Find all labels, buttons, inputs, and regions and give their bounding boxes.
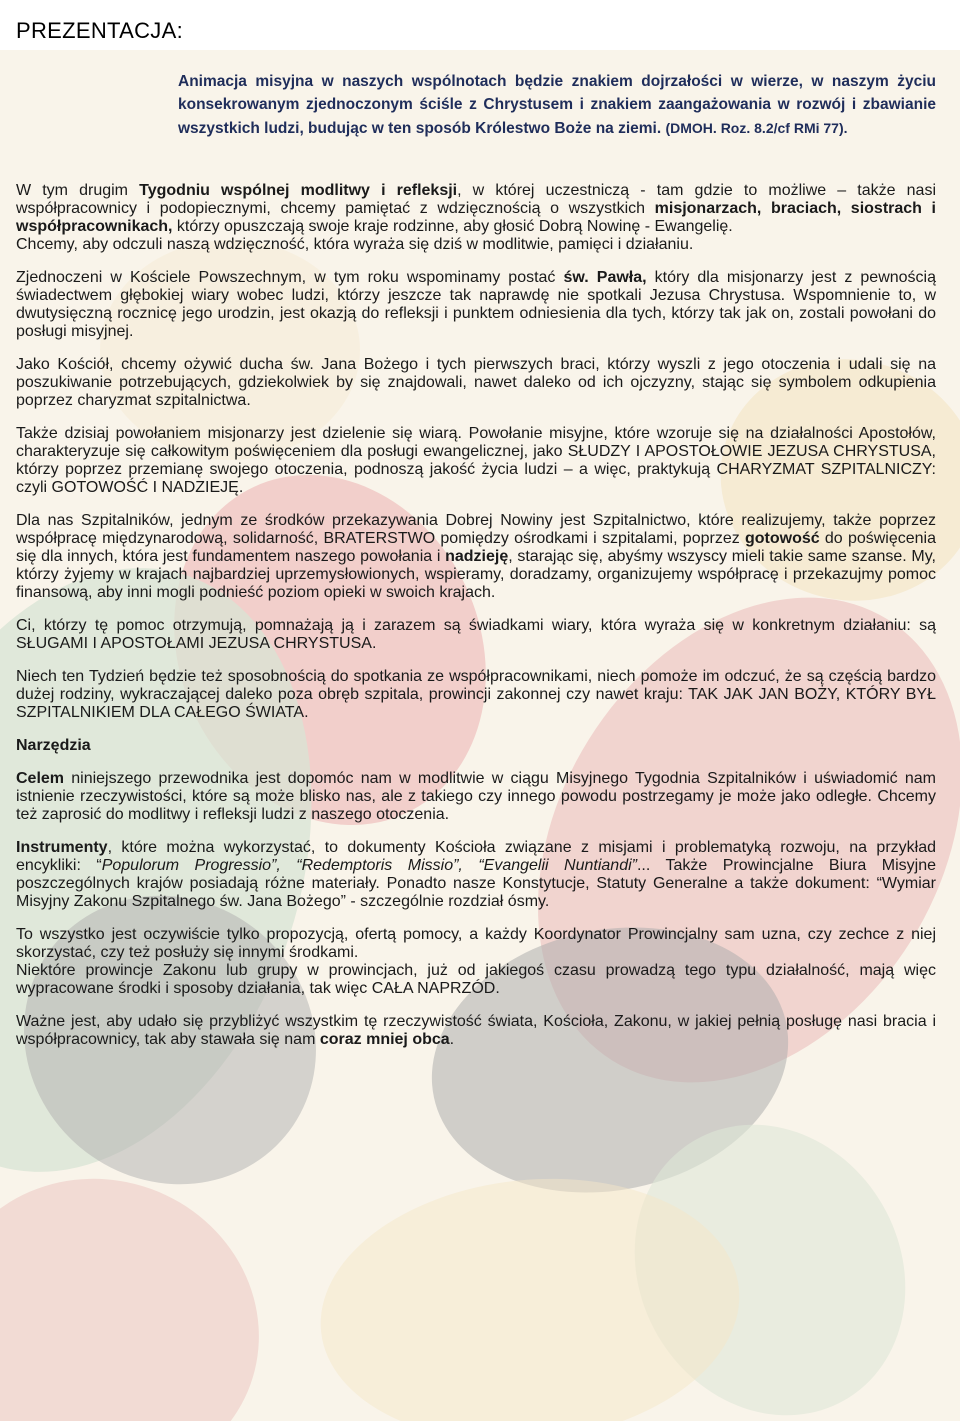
italic-run: Populorum Progressio”, “Redemptoris Missio”, “Evangelii Nuntiandi” — [101, 857, 637, 874]
bold-run: misjonarzach, braciach, siostrach i współpracownikach, — [16, 200, 936, 235]
text-run: , w której uczestniczą - tam gdzie to możliwe – także nasi współpracownicy i podopiecznymi, chcemy pamiętać z wdzięcznością o wszystkich — [16, 182, 936, 217]
paragraph-aim — [16, 770, 936, 824]
text-run: . — [449, 1031, 455, 1048]
text-run: , które można wykorzystać, to dokumenty Kościoła związane z misjami i problematyką rozwoju, na przykład encykliki: “ — [16, 839, 936, 874]
text-run: Zjednoczeni w Kościele Powszechnym, w tym roku wspominamy postać — [16, 269, 564, 286]
text-run: którzy opuszczają swoje kraje rodzinne, aby głosić Dobrą Nowinę - Ewangelię. — [172, 218, 733, 235]
paragraph-st-paul — [16, 269, 936, 341]
section-heading-tools: Narzędzia — [16, 737, 91, 754]
text-run: ... Także Prowincjalne Biura Misyjne poszczególnych krajów posiadają różne materiały. Ponadto nasze Konstytucje, Statuty Generalne a także dokument: “Wymiar Misyjny Zakonu Szpitalnego św. Jana Bożego” - szczególnie rozdział ósmy. — [16, 857, 936, 910]
text-run: do poświęcenia się dla innych, która jest fundamentem naszego powołania i — [16, 530, 937, 565]
paragraph-week — [16, 182, 936, 236]
paragraph-gratitude: Chcemy, aby odczuli naszą wdzięczność, która wyraża się dziś w modlitwie, pamięci i działaniu. — [16, 236, 694, 253]
paragraph-provinces: Niektóre prowincje Zakonu lub grupy w prowincjach, już od jakiegoś czasu prowadzą tego typu działalność, mają więc wypracowane środki i sposoby działania, tak więc CAŁA NAPRZÓD. — [16, 962, 936, 997]
text-run: który dla misjonarzy jest z pewnością świadectwem głębokiej wiary wobec ludzi, którzy jeszcze tak naprawdę nie spotkali Jezusa Chrystusa. Wspomnienie to, w dwutysięczną rocznicę jego urodzin, jest okazją do refleksji i punktem odniesienia dla tych, którzy tak jak on, zostali powołani do posługi misyjnej. — [16, 269, 937, 340]
text-run: Dla nas Szpitalników, jednym ze środków przekazywania Dobrej Nowiny jest Szpitalnictwo, które realizujemy, także poprzez współpracę międzynarodową, solidarność, BRATERSTWO pomiędzy ośrodkami i szpitalami, poprzez — [16, 512, 936, 547]
paragraph-proposal: To wszystko jest oczywiście tylko propozycją, ofertą pomocy, a każdy Koordynator Prowincjalny sam uzna, czy zechce z niej skorzystać, czy też posłuży się innymi środkami. — [16, 926, 936, 961]
text-run: , starając się, abyśmy wszyscy mieli takie same szanse. My, którzy żyjemy w krajach najbardziej uprzemysłowionych, wspieramy, doradzamy, organizujemy współpracę i przekazujmy pomoc finansową, aby inni mogli podnieść poziom opieki w swoich krajach. — [16, 548, 936, 601]
text-run: W tym drugim — [16, 182, 140, 199]
intro-reference: (DMOH. Roz. 8.2/cf RMi 77). — [665, 119, 848, 136]
bold-run: Celem — [16, 770, 65, 787]
page-title: PREZENTACJA: — [16, 18, 183, 43]
intro-paragraph — [178, 70, 936, 140]
paragraph-church: Jako Kościół, chcemy ożywić ducha św. Jana Bożego i tych pierwszych braci, którzy wyszli z jego otoczenia i udali się na poszukiwanie potrzebujących, gdziekolwiek by się znajdowali, nawet daleko od ich ojczyzny, stając się symbolem odkupienia poprzez charyzmat szpitalnictwa. — [16, 356, 936, 409]
bold-run: gotowość — [744, 530, 820, 547]
paragraph-family: Niech ten Tydzień będzie też sposobnością do spotkania ze współpracownikami, niech pomoże im odczuć, że są częścią bardzo dużej rodziny, wykraczającej daleko poza obręb szpitala, prowincji zakonnej czy nawet kraju: TAK JAK JAN BOŻY, KTÓRY BYŁ SZPITALNIKIEM DLA CAŁEGO ŚWIATA. — [16, 668, 936, 721]
intro-text: Animacja misyjna w naszych wspólnotach będzie znakiem dojrzałości w wierze, w naszym życiu konsekrowanym zjednoczonym ściśle z Chrystusem i znakiem zaangażowania w rozwój i zbawianie wszystkich ludzi, budując w ten sposób Królestwo Boże na ziemi. — [178, 73, 936, 137]
bold-run: Instrumenty — [16, 839, 108, 856]
bold-run: nadzieję — [445, 548, 509, 565]
paragraph-important — [16, 1013, 936, 1049]
text-run: Ważne jest, aby udało się przybliżyć wszystkim tę rzeczywistość świata, Kościoła, Zakonu, w jakiej pełnią posługę nasi bracia i współpracownicy, tak aby stawała się nam — [16, 1013, 936, 1048]
paragraph-instruments — [16, 839, 936, 911]
paragraph-vocation: Także dzisiaj powołaniem misjonarzy jest dzielenie się wiarą. Powołanie misyjne, które wzoruje się na działalności Apostołów, charakteryzuje się całkowitym poświęceniem dla posługi ewangelicznej, jako SŁUDZY I APOSTOŁOWIE JEZUSA CHRYSTUSA, którzy poprzez przemianę swojego otoczenia, podnoszą jakość życia ludzi – a więc, praktykują CHARYZMAT SZPITALNICZY: czyli GOTOWOŚĆ I NADZIEJĘ. — [16, 425, 936, 496]
bold-run: coraz mniej obca — [319, 1031, 450, 1048]
document-body — [16, 182, 936, 1064]
paragraph-recipients: Ci, którzy tę pomoc otrzymują, pomnażają ją i zarazem są świadkami wiary, która wyraża się w konkretnym działaniu: są SŁUGAMI I APOSTOŁAMI JEZUSA CHRYSTUSA. — [16, 617, 936, 652]
bold-run: Tygodniu wspólnej modlitwy i refleksji — [139, 182, 458, 199]
paragraph-hospitallers — [16, 512, 936, 602]
bold-run: św. Pawła, — [563, 269, 647, 286]
text-run: niniejszego przewodnika jest dopomóc nam w modlitwie w ciągu Misyjnego Tygodnia Szpitalników i uświadomić nam istnienie rzeczywistości, które są może blisko nas, ale z takiego czy innego powodu postrzegamy je może jako odległe. Chcemy też zaprosić do modlitwy i refleksji ludzi z naszego otoczenia. — [16, 770, 936, 823]
